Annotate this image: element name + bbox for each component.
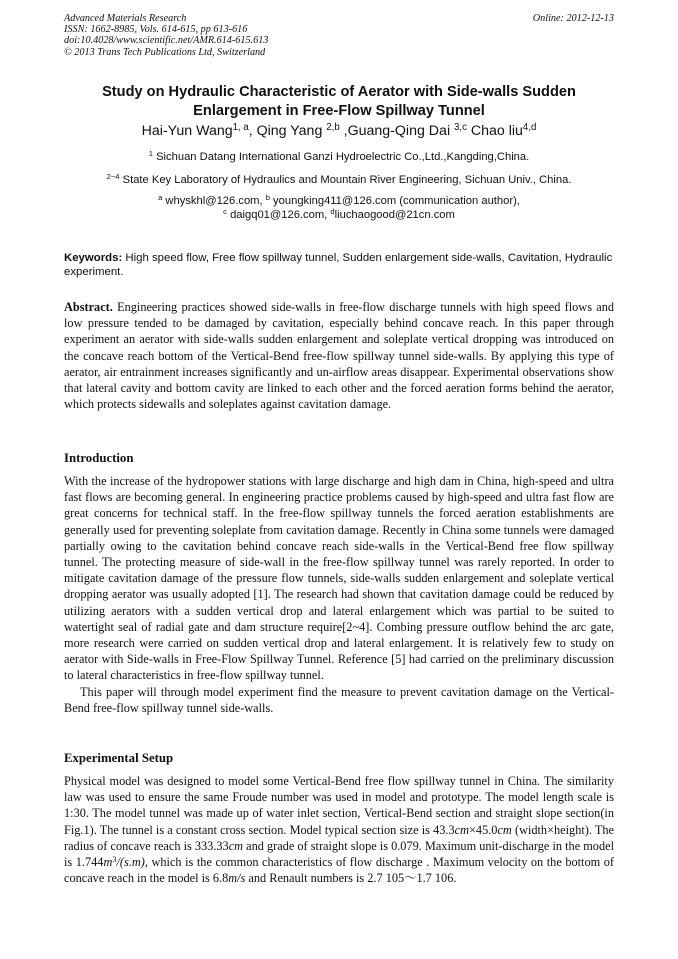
paper-title [64,83,614,121]
setup-paragraph [64,773,614,886]
journal-name: Advanced Materials Research [64,13,187,24]
abstract-text: Engineering practices showed side-walls in free-flow discharge tunnels with high speed flows and low pressure tended to be damaged by cavitation, especially behind concave reach. In this paper through experiment an aerator with side-walls sudden enlargement and soleplate vertical dropping was introduced on the concave reach bottom of the Vertical-Bend free-flow spillway tunnel side-walls. By applying this type of aerator, air entrainment increases significantly and un-airflow areas disappear. Experimental observations show that lateral cavity and bottom cavity are linked to each other and the forced aeration forms behind the aerator, which protects sidewalls and soleplates against cavitation damage. [64,300,614,412]
unit-m-per-s: m/s [228,871,246,886]
email-c-sup: c [223,207,227,217]
setup-text-4: and grade of straight slope is 0.079. Maximum unit-discharge in the model is 1.744 [64,838,614,870]
abstract [64,299,614,412]
keywords [64,251,614,279]
unit-m-exponent: 3 [112,854,117,864]
affiliation-1 [64,150,614,164]
author-3: ,Guang-Qing Dai [339,123,455,139]
setup-body [64,773,614,886]
author-1-sup: 1, a [232,122,249,134]
abstract-label: Abstract. [64,300,113,314]
author-4: Chao liu [466,123,523,139]
setup-heading: Experimental Setup [64,751,174,765]
author-2-sup: 2,b [326,122,340,134]
setup-text-1: Physical model was designed to model some Vertical-Bend free flow spillway tunnel in China. The similarity law was used to ensure the same Froude number was used in model and prototype. The model length scale is 1:30. The model tunnel was made up of water inlet section, Vertical-Bend section and straight slope section(in Fig.1). The tunnel is a constant cross section. Model typical section size is 43.3 [64,774,614,837]
setup-text-6: and Renault numbers is 2.7 105～1.7 106. [245,871,457,886]
journal-doi: doi:10.4028/www.scientific.net/AMR.614-615.613 [64,35,269,47]
email-c: daigq01@126.com, [226,209,331,221]
author-1: Hai-Yun Wang [141,123,233,139]
unit-cm-3: cm [228,838,244,853]
email-line-2 [64,208,614,222]
introduction-paragraph-2: This paper will through model experiment find the measure to prevent cavitation damage on the Vertical-Bend free-flow spillway tunnel side-walls. [64,684,614,715]
author-4-sup: 4,d [522,122,537,134]
journal-issn: ISSN: 1662-8985, Vols. 614-615, pp 613-616 [64,24,248,36]
introduction-heading: Introduction [64,451,134,465]
email-d-sup: d [330,207,335,217]
affiliation-2 [64,173,614,187]
introduction-paragraph-1: With the increase of the hydropower stations with large discharge and high dam in China, high-speed and ultra fast flows are becoming general. In engineering practice problems caused by high-speed and ultra fast flow are great concerns for technical staff. In the free-flow spillway tunnels the forced aeration establishments are generally used for preventing soleplate from cavitation damage. Recently in China some tunnels were damaged partially owing to the cavitation behind concave reach side-walls in the Vertical-Bend free flow spillway tunnel. The protecting measure of side-wall in the free-flow spillway tunnel was rarely reported. In order to mitigate cavitation damage of the pressure flow tunnels, side-walls sudden enlargement and soleplate vertical dropping aerator was usually adopted [1]. The research had shown that cavitation damage could be reduced by utilizing aerators with a sudden vertical drop and lateral enlargement which was partial to be suited to watertight seal of radial gate and dam structure require[2~4]. Combing pressure outflow behind the arc gate, more research were carried on sudden vertical drop and lateral enlargement. It is relatively few to study on aerator with Side-walls in Free-Flow Spillway Tunnel. Reference [5] had carried on the preliminary discussion to lateral characteristics in free-flow spillway tunnel. [64,474,614,683]
email-a-sup: a [158,193,163,203]
unit-m: m [103,855,113,870]
setup-text-2: ×45.0 [469,822,498,837]
unit-per-sm: /(s.m), [116,855,148,870]
email-a: whyskhl@126.com, [162,195,266,207]
setup-text-3: (width×height). The radius of concave reach is 333.33 [64,822,614,853]
introduction-body [64,473,614,716]
setup-text-5: which is the common characteristics of flow discharge . Maximum velocity on the bottom of concave reach in the model is 6.8 [64,855,614,886]
title-line-1: Study on Hydraulic Characteristic of Aerator with Side-walls Sudden [102,84,576,100]
online-date: Online: 2012-12-13 [532,13,614,24]
email-line-1 [64,194,614,208]
author-2: , Qing Yang [248,123,327,139]
email-b: youngking411@126.com (communication author), [269,195,520,207]
journal-header [64,13,268,58]
affiliation-2-sup: 2~4 [106,172,120,182]
email-d: liuchaogood@21cn.com [334,209,455,221]
author-list [64,122,614,140]
keywords-label: Keywords: [64,252,123,264]
affiliation-1-sup: 1 [148,149,153,159]
keywords-text: High speed flow, Free flow spillway tunnel, Sudden enlargement side-walls, Cavitation, Hydraulic experiment. [64,252,613,278]
affiliation-1-text: Sichuan Datang International Ganzi Hydroelectric Co.,Ltd.,Kangding,China. [152,151,530,163]
journal-copyright: © 2013 Trans Tech Publications Ltd, Switzerland [64,46,266,58]
unit-cm-2: cm [497,822,512,837]
affiliation-2-text: State Key Laboratory of Hydraulics and Mountain River Engineering, Sichuan Univ., China. [119,174,572,186]
author-3-sup: 3,c [454,122,467,134]
title-line-2: Enlargement in Free-Flow Spillway Tunnel [193,103,485,119]
unit-cm-1: cm [454,822,469,837]
email-b-sup: b [265,193,270,203]
